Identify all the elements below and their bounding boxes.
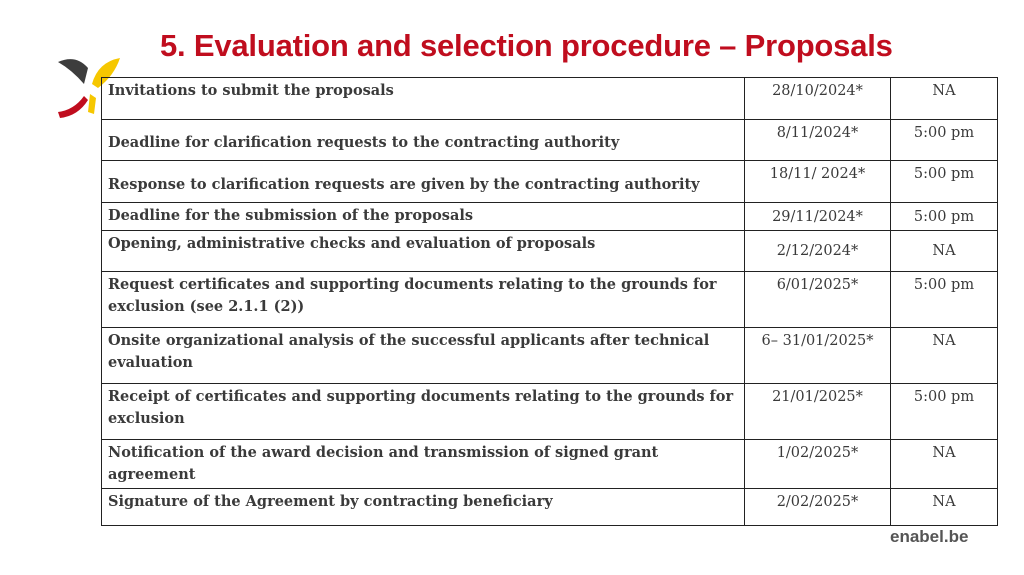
time-cell: 5:00 pm	[891, 203, 998, 231]
time-cell: NA	[891, 328, 998, 384]
activity-cell: Deadline for clarification requests to the contracting authority	[102, 120, 745, 161]
logo-red-petal	[58, 96, 88, 118]
time-cell: 5:00 pm	[891, 272, 998, 328]
table-row	[102, 120, 998, 161]
date-cell: 1/02/2025*	[745, 440, 891, 489]
table-row	[102, 78, 998, 120]
date-cell: 2/02/2025*	[745, 489, 891, 526]
time-cell: 5:00 pm	[891, 384, 998, 440]
activity-cell: Deadline for the submission of the proposals	[102, 203, 745, 231]
table-row	[102, 203, 998, 231]
table-row	[102, 272, 998, 328]
time-cell: NA	[891, 489, 998, 526]
date-cell: 28/10/2024*	[745, 78, 891, 120]
date-cell: 6– 31/01/2025*	[745, 328, 891, 384]
footer-brand-url: enabel.be	[890, 527, 969, 546]
schedule-table	[101, 77, 998, 526]
activity-cell: Opening, administrative checks and evaluation of proposals	[102, 231, 745, 272]
activity-cell: Request certificates and supporting documents relating to the grounds for exclusion (see 2.1.1 (2))	[102, 272, 745, 328]
table-row	[102, 489, 998, 526]
table-row	[102, 328, 998, 384]
time-cell: 5:00 pm	[891, 161, 998, 203]
time-cell: NA	[891, 231, 998, 272]
time-cell: NA	[891, 440, 998, 489]
date-cell: 18/11/ 2024*	[745, 161, 891, 203]
activity-cell: Signature of the Agreement by contracting beneficiary	[102, 489, 745, 526]
time-cell: 5:00 pm	[891, 120, 998, 161]
logo-yellow-accent	[88, 94, 96, 114]
table-row	[102, 440, 998, 489]
date-cell: 6/01/2025*	[745, 272, 891, 328]
page-title: 5. Evaluation and selection procedure – Proposals	[160, 28, 893, 63]
date-cell: 21/01/2025*	[745, 384, 891, 440]
activity-cell: Onsite organizational analysis of the successful applicants after technical evaluation	[102, 328, 745, 384]
logo-dark-petal	[58, 59, 88, 84]
activity-cell: Response to clarification requests are given by the contracting authority	[102, 161, 745, 203]
date-cell: 29/11/2024*	[745, 203, 891, 231]
activity-cell: Invitations to submit the proposals	[102, 78, 745, 120]
table-row	[102, 231, 998, 272]
date-cell: 2/12/2024*	[745, 231, 891, 272]
activity-cell: Notification of the award decision and transmission of signed grant agreement	[102, 440, 745, 489]
time-cell: NA	[891, 78, 998, 120]
table-row	[102, 161, 998, 203]
date-cell: 8/11/2024*	[745, 120, 891, 161]
activity-cell: Receipt of certificates and supporting documents relating to the grounds for exclusion	[102, 384, 745, 440]
table-row	[102, 384, 998, 440]
